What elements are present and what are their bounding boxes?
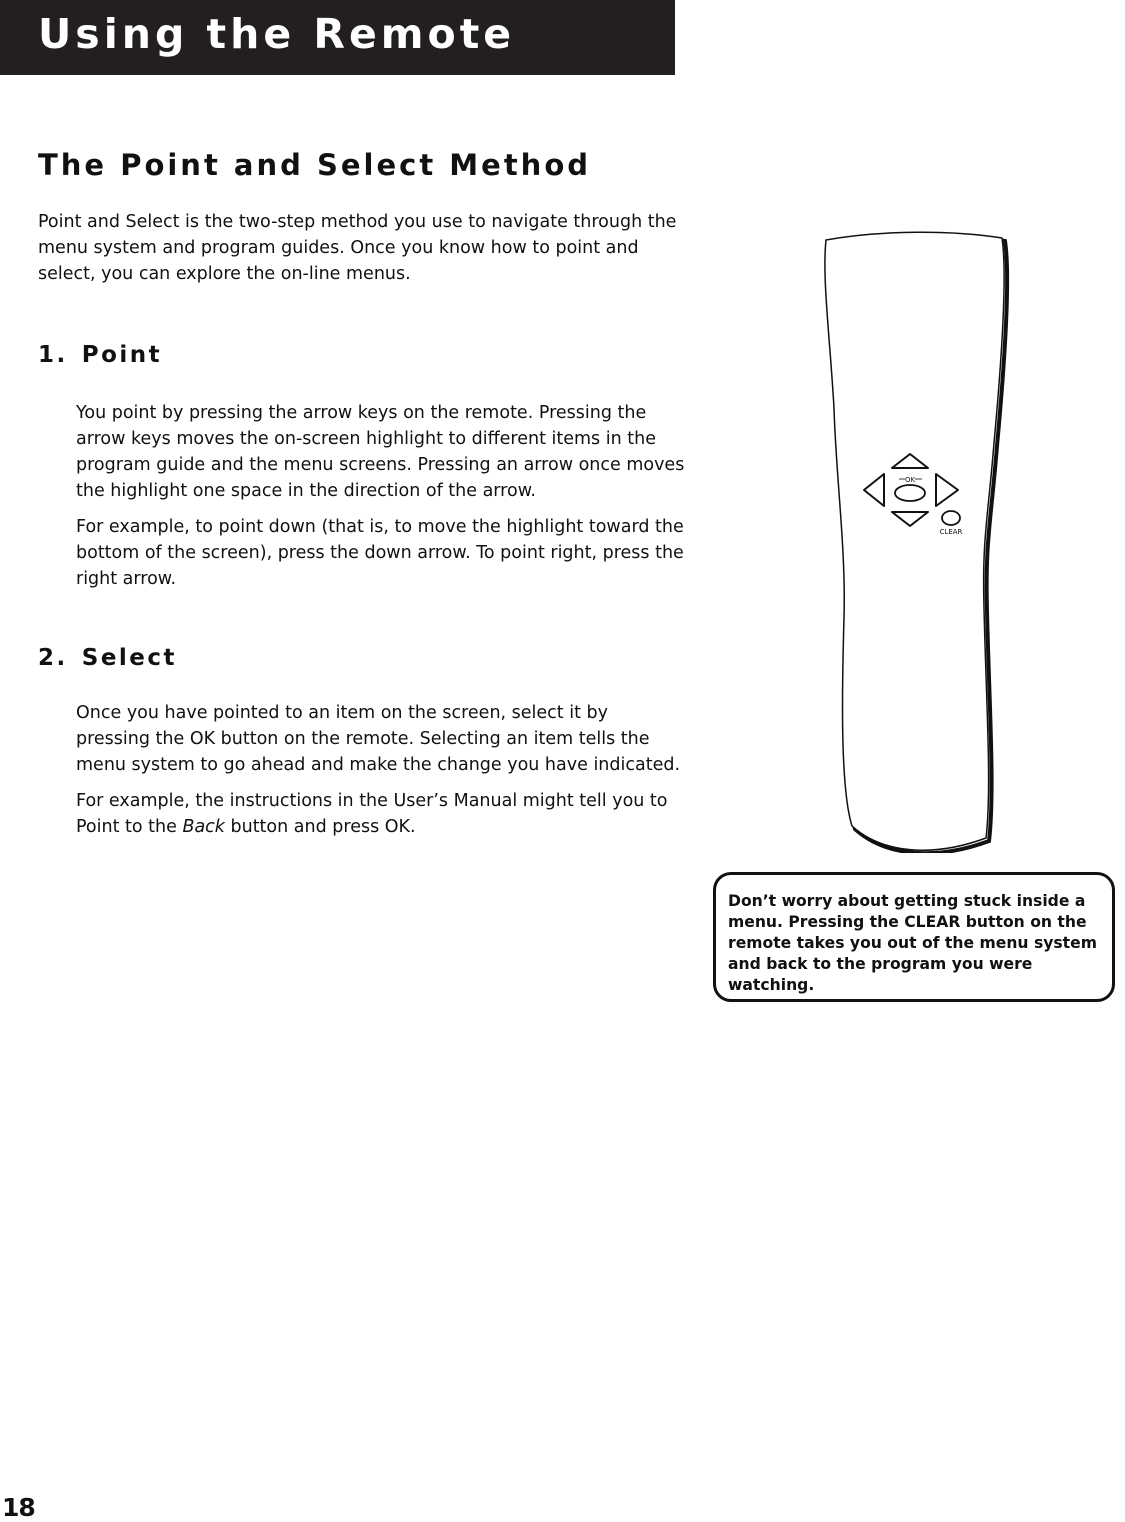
step-1-body	[76, 400, 686, 602]
clear-label: CLEAR	[939, 528, 963, 536]
back-button-reference: Back	[182, 817, 225, 837]
section-title: The Point and Select Method	[38, 148, 592, 182]
remote-illustration	[812, 228, 1012, 853]
step-1-paragraph-1: You point by pressing the arrow keys on the remote. Pressing the arrow keys moves the on-screen highlight to different items in the program guide and the menu screens. Pressing an arrow once moves the highlight one space in the direction of the arrow.	[76, 403, 685, 501]
step-2-heading	[38, 645, 177, 671]
page-title: Using the Remote	[38, 10, 516, 58]
ok-label: OK	[904, 476, 916, 484]
tip-text: Don’t worry about getting stuck inside a menu. Pressing the CLEAR button on the remote takes you out of the menu system and back to the program you were watching.	[728, 892, 1097, 994]
step-2-number: 2.	[38, 645, 68, 671]
step-2-paragraph-2	[76, 788, 686, 840]
clear-button-icon	[942, 511, 960, 525]
step-2-title: Select	[81, 645, 178, 671]
intro-paragraph: Point and Select is the two-step method you use to navigate through the menu system and program guides. Once you know how to point and select, you can explore the on-line menus.	[38, 212, 677, 284]
step-2-paragraph-2-start: For example, the instructions in the User’s Manual might tell you to Point to the	[76, 791, 668, 837]
header-bar	[0, 0, 675, 75]
step-2-paragraph-2-end: button and press OK.	[224, 817, 416, 837]
step-2-paragraph-1: Once you have pointed to an item on the screen, select it by pressing the OK button on the remote. Selecting an item tells the menu system to go ahead and make the change you have indicated.	[76, 703, 681, 775]
tip-callout	[713, 872, 1115, 1002]
step-1-number: 1.	[38, 342, 68, 368]
step-1-title: Point	[81, 342, 163, 368]
step-2-body	[76, 700, 686, 850]
ok-button-icon	[895, 485, 925, 501]
step-1-heading	[38, 342, 162, 368]
page-number: 18	[2, 1493, 35, 1522]
step-1-paragraph-2: For example, to point down (that is, to move the highlight toward the bottom of the screen), press the down arrow. To point right, press the right arrow.	[76, 517, 684, 589]
